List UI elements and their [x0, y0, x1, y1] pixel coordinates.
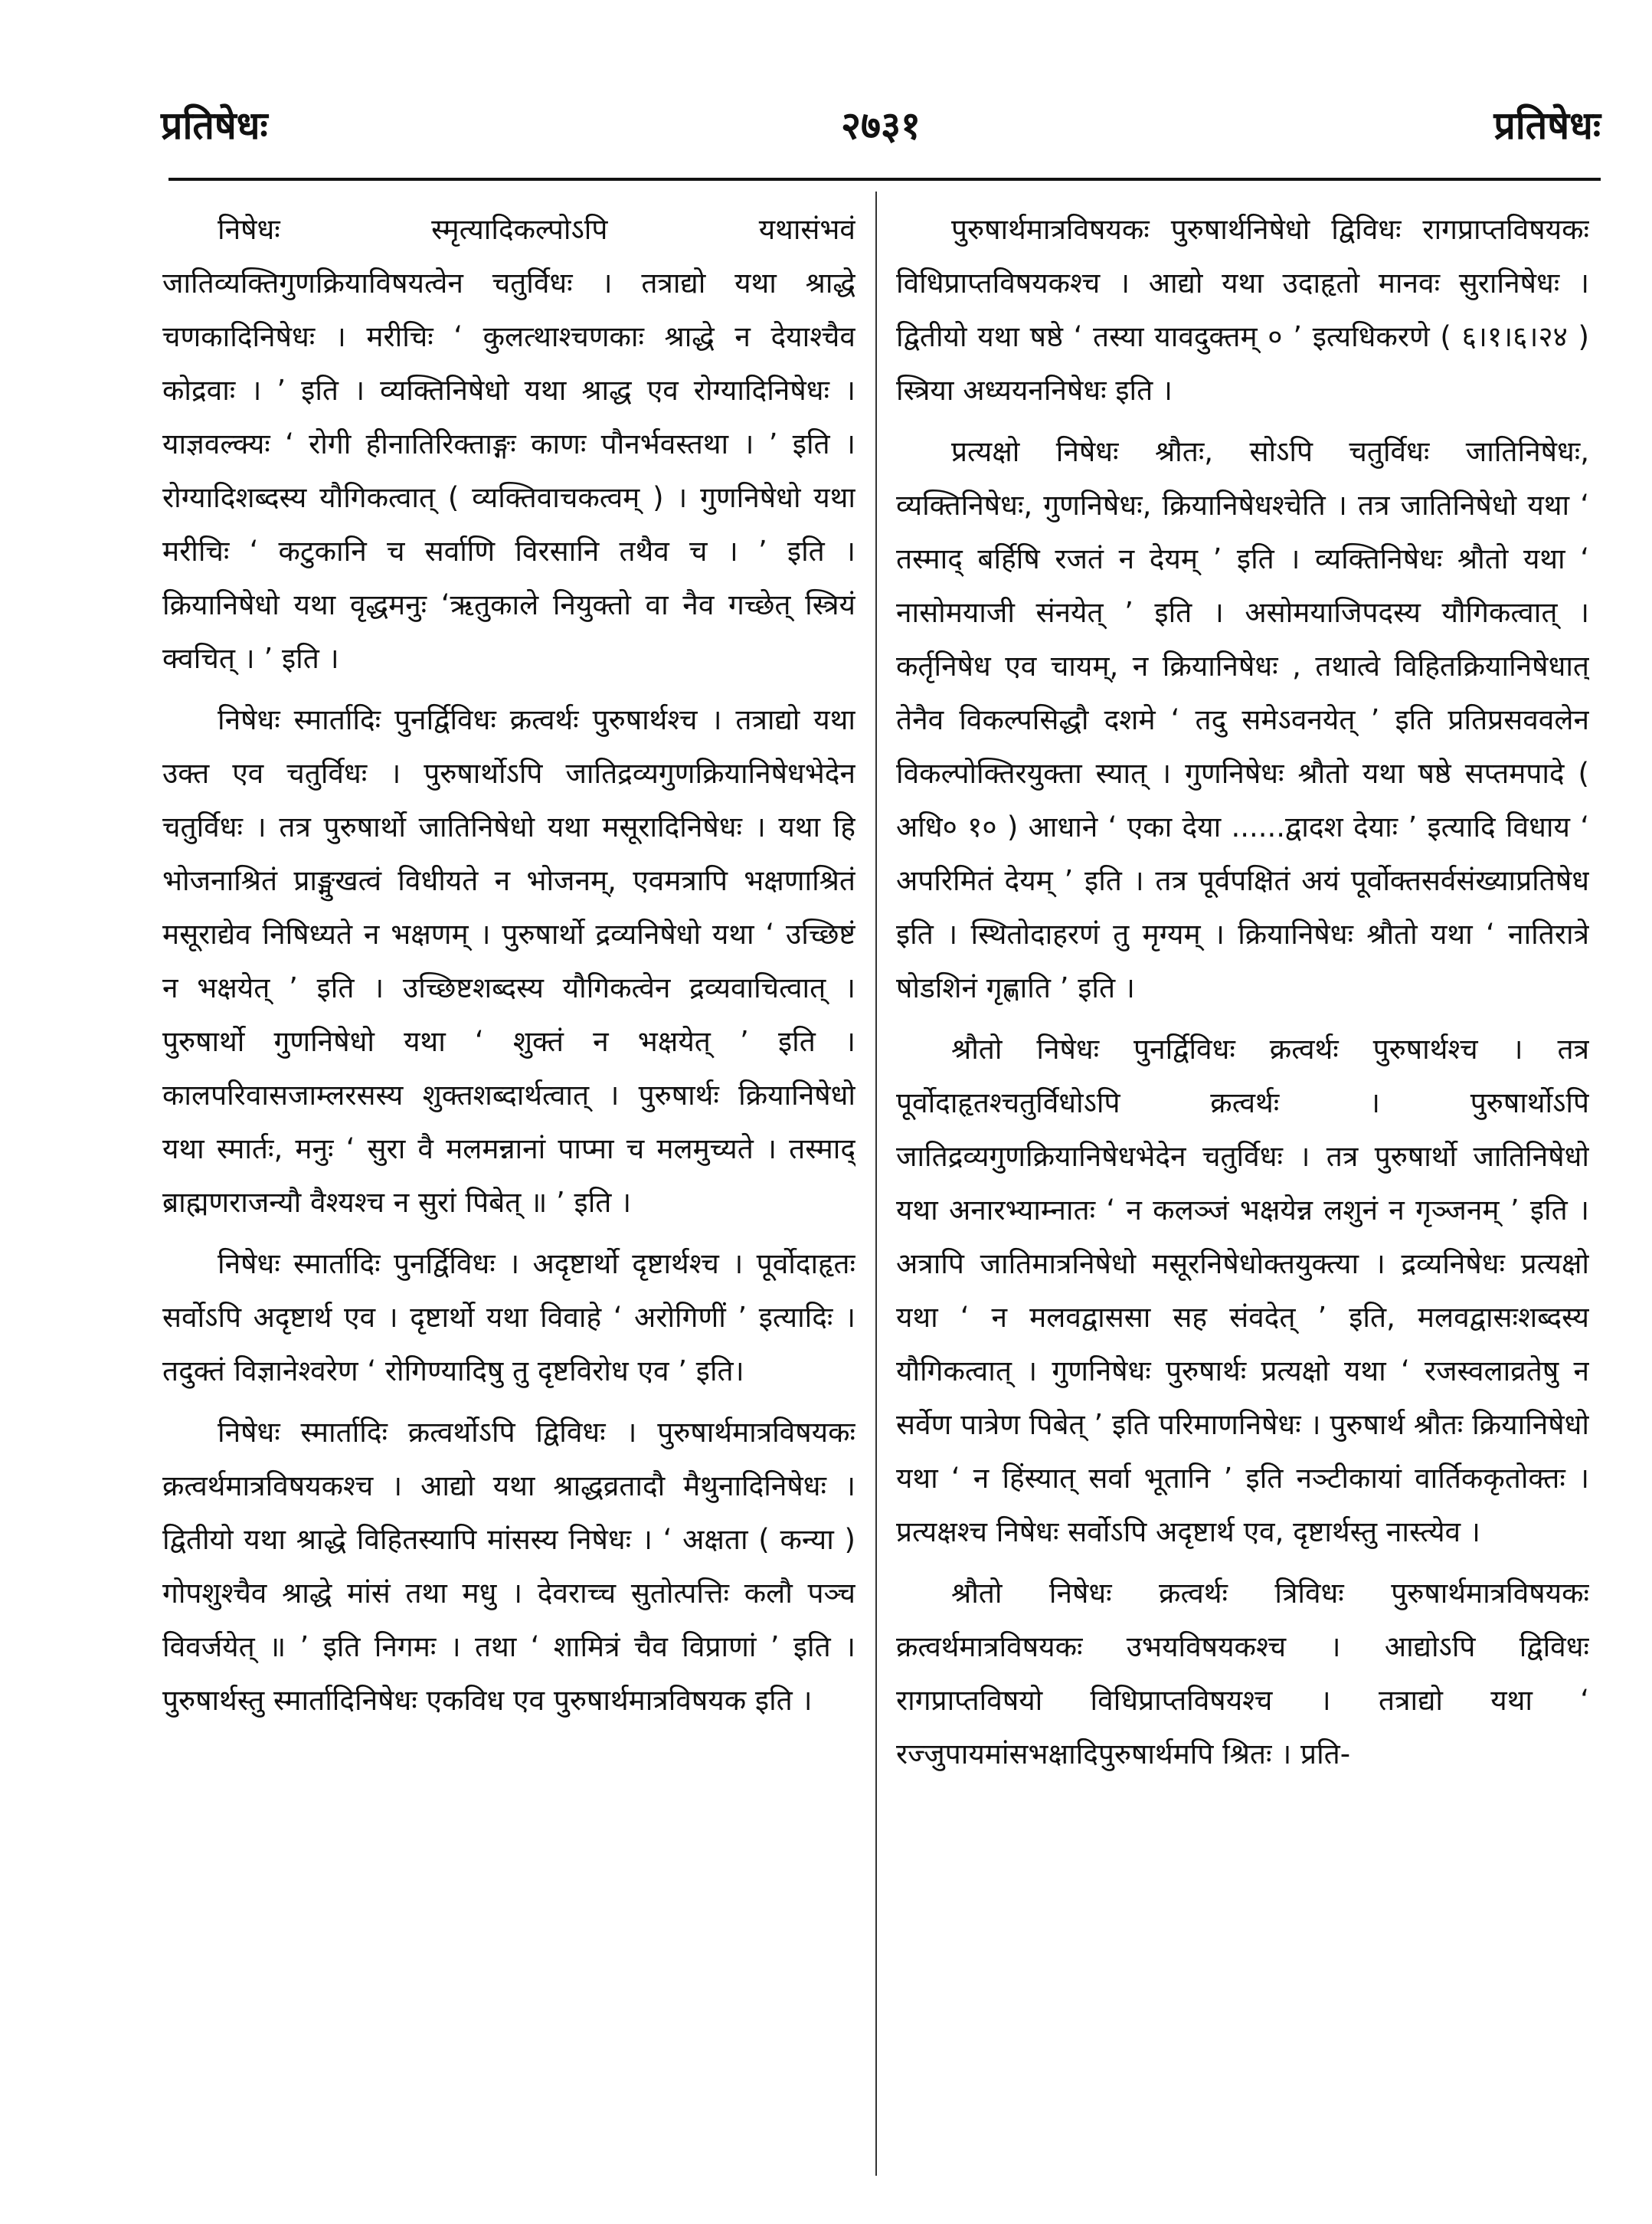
right-paragraph-1: पुरुषार्थमात्रविषयकः पुरुषार्थनिषेधो द्विविधः रागप्राप्तविषयकः विधिप्राप्तविषयकश्च । आद्यो यथा उदाहृतो मानवः सुरानिषेधः । द्वितीयो यथा षष्ठे ‘ तस्या यावदुक्तम् ० ’ इत्यधिकरणे ( ६।१।६।२४ ) स्त्रिया अध्ययननिषेधः इति ।	[896, 213, 1589, 407]
left-paragraph-1: निषेधः स्मृत्यादिकल्पोऽपि यथासंभवं जातिव्यक्तिगुणक्रियाविषयत्वेन चतुर्विधः । तत्राद्यो यथा श्राद्धे चणकादिनिषेधः । मरीचिः ‘ कुलत्थाश्चणकाः श्राद्धे न देयाश्चैव कोद्रवाः । ’ इति । व्यक्तिनिषेधो यथा श्राद्ध एव रोग्यादिनिषेधः । याज्ञवल्क्यः ‘ रोगी हीनातिरिक्ताङ्गः काणः पौनर्भवस्तथा । ’ इति । रोग्यादिशब्दस्य यौगिकत्वात् ( व्यक्तिवाचकत्वम् ) । गुणनिषेधो यथा मरीचिः ‘ कटुकानि च सर्वाणि विरसानि तथैव च । ’ इति । क्रियानिषेधो यथा वृद्धमनुः ‘ऋतुकाले नियुक्तो वा नैव गच्छेत् स्त्रियं क्वचित् । ’ इति ।	[162, 213, 855, 675]
running-head-left: प्रतिषेधः	[161, 103, 268, 148]
right-paragraph-4: श्रौतो निषेधः क्रत्वर्थः त्रिविधः पुरुषार्थमात्रविषयकः क्रत्वर्थमात्रविषयकः उभयविषयकश्च । आद्योऽपि द्विविधः रागप्राप्तविषयो विधिप्राप्तविषयश्च । तत्राद्यो यथा ‘ रज्जुपायमांसभक्षादिपुरुषार्थमपि श्रितः । प्रति-	[896, 1577, 1589, 1770]
left-column	[162, 203, 855, 2195]
right-column	[896, 203, 1589, 2195]
right-paragraph-3: श्रौतो निषेधः पुनर्द्विविधः क्रत्वर्थः पुरुषार्थश्च । तत्र पूर्वोदाहृतश्चतुर्विधोऽपि क्रत्वर्थः । पुरुषार्थोऽपि जातिद्रव्यगुणक्रियानिषेधभेदेन चतुर्विधः । तत्र पुरुषार्थो जातिनिषेधो यथा अनारभ्याम्नातः ‘ न कलञ्जं भक्षयेन्न लशुनं न गृञ्जनम् ’ इति । अत्रापि जातिमात्रनिषेधो मसूरनिषेधोक्तयुक्त्या । द्रव्यनिषेधः प्रत्यक्षो यथा ‘ न मलवद्वाससा सह संवदेत् ’ इति, मलवद्वासःशब्दस्य यौगिकत्वात् । गुणनिषेधः पुरुषार्थः प्रत्यक्षो यथा ‘ रजस्वलाव्रतेषु न सर्वेण पात्रेण पिबेत् ’ इति परिमाणनिषेधः । पुरुषार्थ श्रौतः क्रियानिषेधो यथा ‘ न हिंस्यात् सर्वा भूतानि ’ इति नञ्टीकायां वार्तिककृतोक्तः । प्रत्यक्षश्च निषेधः सर्वोऽपि अदृष्टार्थ एव, दृष्टार्थस्तु नास्त्येव ।	[896, 1033, 1589, 1548]
column-divider	[875, 192, 877, 2176]
header-rule	[168, 178, 1601, 181]
left-paragraph-2: निषेधः स्मार्तादिः पुनर्द्विविधः क्रत्वर्थः पुरुषार्थश्च । तत्राद्यो यथा उक्त एव चतुर्विधः । पुरुषार्थोऽपि जातिद्रव्यगुणक्रियानिषेधभेदेन चतुर्विधः । तत्र पुरुषार्थो जातिनिषेधो यथा मसूरादिनिषेधः । यथा हि भोजनाश्रितं प्राङ्मुखत्वं विधीयते न भोजनम्, एवमत्रापि भक्षणाश्रितं मसूराद्येव निषिध्यते न भक्षणम् । पुरुषार्थो द्रव्यनिषेधो यथा ‘ उच्छिष्टं न भक्षयेत् ’ इति । उच्छिष्टशब्दस्य यौगिकत्वेन द्रव्यवाचित्वात् । पुरुषार्थो गुणनिषेधो यथा ‘ शुक्तं न भक्षयेत् ’ इति । कालपरिवासजाम्लरसस्य शुक्तशब्दार्थत्वात् । पुरुषार्थः क्रियानिषेधो यथा स्मार्तः, मनुः ‘ सुरा वै मलमन्नानां पाप्मा च मलमुच्यते । तस्माद् ब्राह्मणराजन्यौ वैश्यश्च न सुरां पिबेत् ॥ ’ इति ।	[162, 703, 855, 1219]
left-paragraph-4: निषेधः स्मार्तादिः क्रत्वर्थोऽपि द्विविधः । पुरुषार्थमात्रविषयकः क्रत्वर्थमात्रविषयकश्च । आद्यो यथा श्राद्धव्रतादौ मैथुनादिनिषेधः । द्वितीयो यथा श्राद्धे विहितस्यापि मांसस्य निषेधः । ‘ अक्षता ( कन्या ) गोपशुश्चैव श्राद्धे मांसं तथा मधु । देवराच्च सुतोत्पत्तिः कलौ पञ्च विवर्जयेत् ॥ ’ इति निगमः । तथा ‘ शामित्रं चैव विप्राणां ’ इति । पुरुषार्थस्तु स्मार्तादिनिषेधः एकविध एव पुरुषार्थमात्रविषयक इति ।	[162, 1416, 855, 1717]
page-header	[161, 98, 1601, 167]
page-number: २७३१	[841, 103, 921, 148]
left-paragraph-3: निषेधः स्मार्तादिः पुनर्द्विविधः । अदृष्टार्थो दृष्टार्थश्च । पूर्वोदाहृतः सर्वोऽपि अदृष्टार्थ एव । दृष्टार्थो यथा विवाहे ‘ अरोगिणीं ’ इत्यादिः । तदुक्तं विज्ञानेश्वरेण ‘ रोगिण्यादिषु तु दृष्टविरोध एव ’ इति।	[162, 1247, 855, 1387]
right-paragraph-2: प्रत्यक्षो निषेधः श्रौतः, सोऽपि चतुर्विधः जातिनिषेधः, व्यक्तिनिषेधः, गुणनिषेधः, क्रियानिषेधश्चेति । तत्र जातिनिषेधो यथा ‘ तस्माद् बर्हिषि रजतं न देयम् ’ इति । व्यक्तिनिषेधः श्रौतो यथा ‘ नासोमयाजी संनयेत् ’ इति । असोमयाजिपदस्य यौगिकत्वात् । कर्तृनिषेध एव चायम्, न क्रियानिषेधः , तथात्वे विहितक्रियानिषेधात् तेनैव विकल्पसिद्धौ दशमे ‘ तदु समेऽवनयेत् ’ इति प्रतिप्रसववलेन विकल्पोक्तिरयुक्ता स्यात् । गुणनिषेधः श्रौतो यथा षष्ठे सप्तमपादे ( अधि० १० ) आधाने ‘ एका देया ......द्वादश देयाः ’ इत्यादि विधाय ‘ अपरिमितं देयम् ’ इति । तत्र पूर्वपक्षितं अयं पूर्वोक्तसर्वसंख्याप्रतिषेध इति । स्थितोदाहरणं तु मृग्यम् । क्रियानिषेधः श्रौतो यथा ‘ नातिरात्रे षोडशिनं गृह्णाति ’ इति ।	[896, 435, 1589, 1004]
running-head-right: प्रतिषेधः	[1493, 103, 1601, 148]
